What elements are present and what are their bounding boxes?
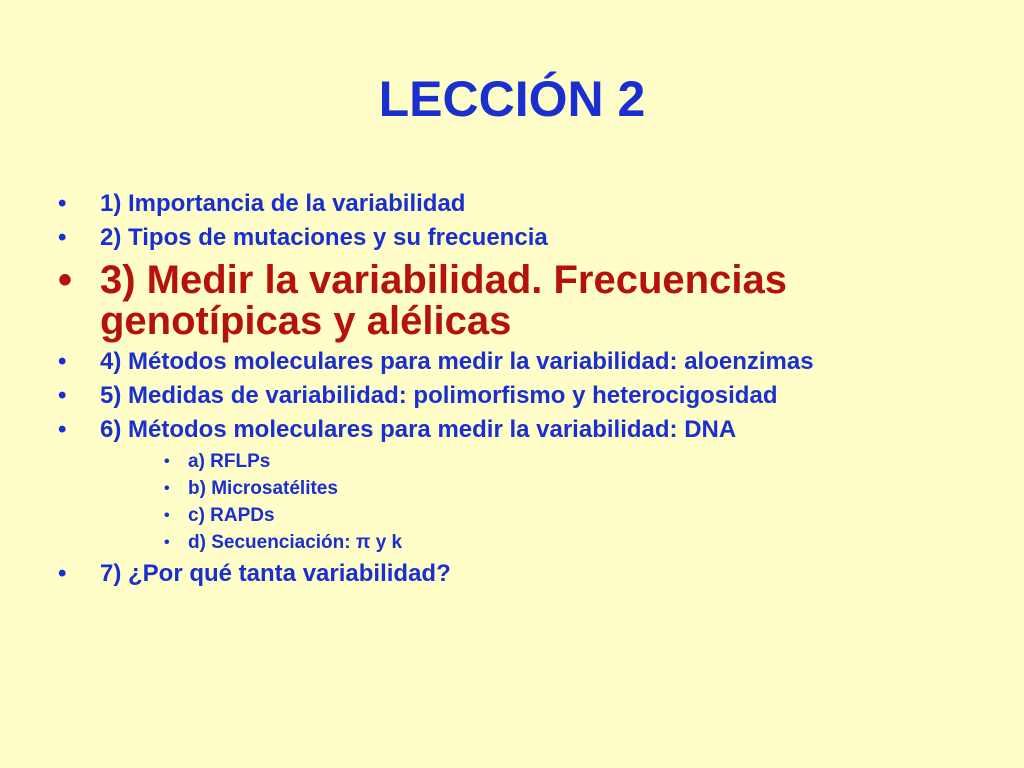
list-item (58, 380, 988, 412)
bullet-icon: • (58, 560, 67, 587)
bullet-icon: • (58, 224, 67, 251)
list-item (58, 222, 988, 254)
list-item-text: 1) Importancia de la variabilidad (100, 190, 466, 217)
sub-list-item (100, 529, 988, 556)
sub-list-item-text: b) Microsatélites (188, 478, 338, 499)
list-item-text: 2) Tipos de mutaciones y su frecuencia (100, 224, 548, 251)
list-item (58, 346, 988, 378)
slide-title: LECCIÓN 2 (378, 71, 646, 127)
list-item (58, 414, 988, 556)
sub-list-item (100, 475, 988, 502)
bullet-icon: • (58, 382, 67, 409)
sub-list-item (100, 502, 988, 529)
list-item-text: 5) Medidas de variabilidad: polimorfismo y heterocigosidad (100, 382, 778, 409)
sub-list-item-text: a) RFLPs (188, 451, 271, 472)
bullet-icon: • (58, 416, 67, 443)
sub-list-item-text: c) RAPDs (188, 505, 275, 526)
list-item (58, 558, 988, 590)
list-item-text: 3) Medir la variabilidad. Frecuencias genotípicas y alélicas (100, 258, 787, 343)
bullet-icon: • (164, 534, 170, 551)
bullet-list (58, 188, 988, 592)
bullet-icon: • (164, 453, 170, 470)
list-item-text: 6) Métodos moleculares para medir la variabilidad: DNA (100, 416, 737, 443)
list-item-text: 7) ¿Por qué tanta variabilidad? (100, 560, 451, 587)
sub-bullet-list (100, 448, 988, 556)
bullet-icon: • (58, 190, 67, 217)
list-item-current-topic (58, 260, 988, 342)
list-item (58, 188, 988, 220)
bullet-icon: • (58, 348, 67, 375)
bullet-icon: • (164, 480, 170, 497)
bullet-icon: • (164, 507, 170, 524)
sub-list-item-text: d) Secuenciación: π y k (188, 532, 403, 553)
bullet-icon: • (58, 258, 73, 302)
sub-list-item (100, 448, 988, 475)
list-item-text: 4) Métodos moleculares para medir la variabilidad: aloenzimas (100, 348, 814, 375)
